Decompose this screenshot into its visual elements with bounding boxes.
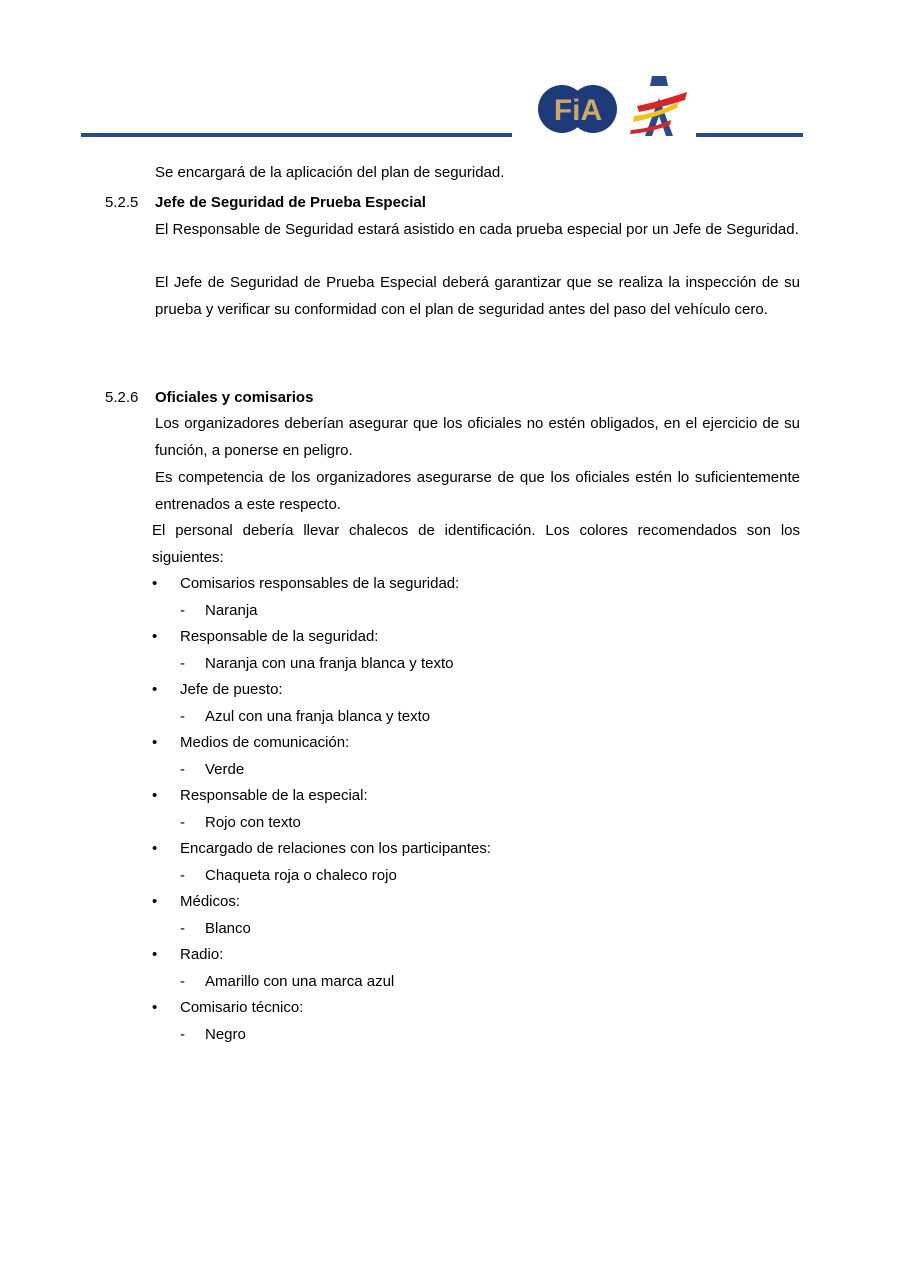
- section-title: Oficiales y comisarios: [155, 389, 314, 406]
- dash-marker: -: [180, 601, 185, 619]
- paragraph: Es competencia de los organizadores asegurarse de que los oficiales estén lo suficientemente entrenados a este respecto.: [155, 469, 800, 513]
- section-title: Jefe de Seguridad de Prueba Especial: [155, 194, 426, 211]
- list-item-role: Encargado de relaciones con los participantes:: [180, 840, 492, 857]
- paragraph: El Responsable de Seguridad estará asistido en cada prueba especial por un Jefe de Seguridad.: [155, 221, 799, 238]
- bullet-marker: •: [152, 734, 158, 751]
- list-item-role: Responsable de la especial:: [180, 787, 368, 804]
- dash-marker: -: [180, 760, 185, 778]
- list-item-role: Medios de comunicación:: [180, 734, 350, 751]
- paragraph: El Jefe de Seguridad de Prueba Especial deberá garantizar que se realiza la inspección de su prueba y verificar su conformidad con el plan de seguridad antes del paso del vehículo cero.: [155, 274, 800, 318]
- list-item-color: Naranja con una franja blanca y texto: [205, 654, 454, 672]
- bullet-marker: •: [152, 946, 158, 963]
- bullet-marker: •: [152, 999, 158, 1016]
- list-item-role: Responsable de la seguridad:: [180, 628, 379, 645]
- list-item-role: Médicos:: [180, 893, 241, 910]
- dash-marker: -: [180, 1025, 185, 1043]
- section-number: 5.2.5: [105, 194, 139, 211]
- list-item-color: Azul con una franja blanca y texto: [205, 707, 431, 725]
- dash-marker: -: [180, 972, 185, 990]
- list-item-color: Blanco: [205, 919, 251, 937]
- list-item-color: Verde: [205, 760, 245, 778]
- bullet-marker: •: [152, 787, 158, 804]
- list-item-color: Amarillo con una marca azul: [205, 972, 395, 990]
- dash-marker: -: [180, 919, 185, 937]
- paragraph: Los organizadores deberían asegurar que los oficiales no estén obligados, en el ejercicio de su función, a ponerse en peligro.: [155, 415, 800, 459]
- dash-marker: -: [180, 707, 185, 725]
- bullet-marker: •: [152, 840, 158, 857]
- list-item-role: Comisario técnico:: [180, 999, 304, 1016]
- rfeda-logo: [627, 72, 689, 138]
- header-rule-left: [81, 133, 512, 137]
- bullet-marker: •: [152, 575, 158, 592]
- dash-marker: -: [180, 866, 185, 884]
- bullet-marker: •: [152, 893, 158, 910]
- paragraph: El personal debería llevar chalecos de identificación. Los colores recomendados son los siguientes:: [152, 522, 800, 566]
- svg-text:FiA: FiA: [553, 94, 603, 127]
- fia-logo: [537, 80, 619, 138]
- dash-marker: -: [180, 654, 185, 672]
- bullet-marker: •: [152, 681, 158, 698]
- list-item-role: Radio:: [180, 946, 224, 963]
- list-item-color: Rojo con texto: [205, 813, 301, 831]
- dash-marker: -: [180, 813, 185, 831]
- bullet-marker: •: [152, 628, 158, 645]
- list-item-color: Chaqueta roja o chaleco rojo: [205, 866, 397, 884]
- intro-text: Se encargará de la aplicación del plan de seguridad.: [155, 164, 505, 181]
- list-item-color: Negro: [205, 1025, 246, 1043]
- list-item-role: Jefe de puesto:: [180, 681, 283, 698]
- list-item-color: Naranja: [205, 601, 258, 619]
- header-rule-right: [696, 133, 803, 137]
- section-number: 5.2.6: [105, 389, 139, 406]
- list-item-role: Comisarios responsables de la seguridad:: [180, 575, 460, 592]
